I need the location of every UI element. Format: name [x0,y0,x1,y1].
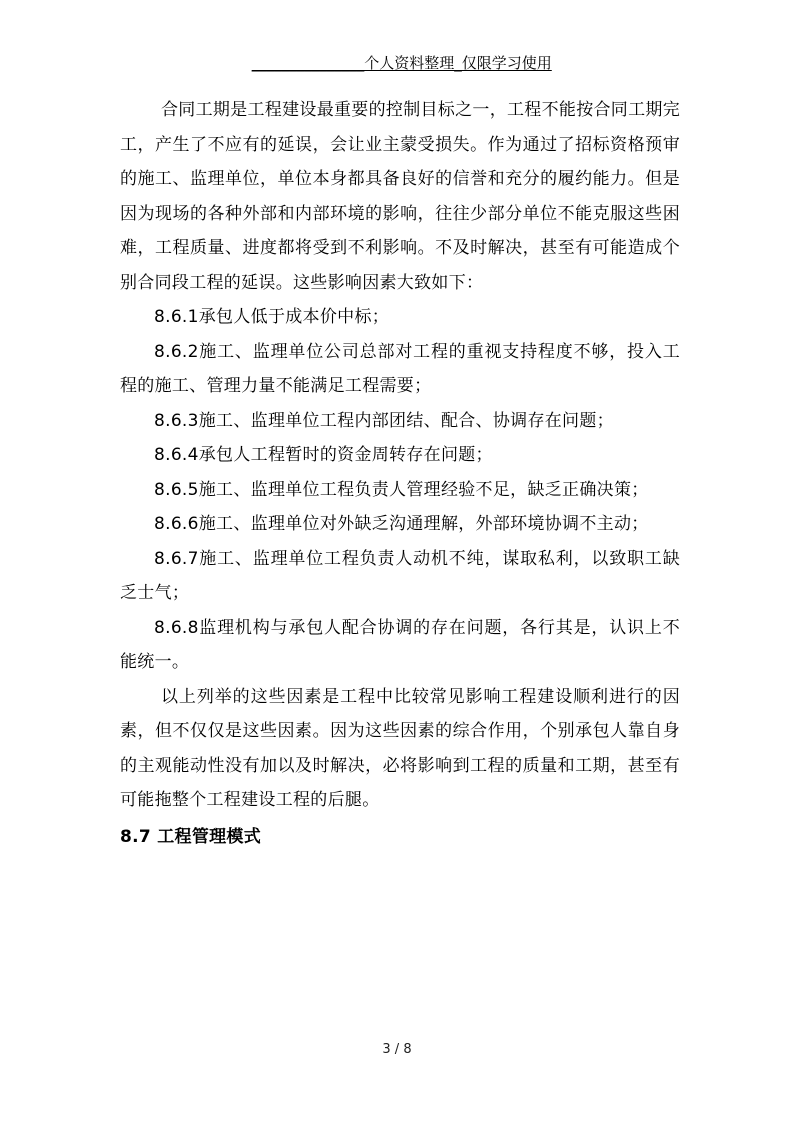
list-item-8-6-4: 8.6.4承包人工程暂时的资金周转存在问题； [154,445,493,465]
header-text: _______________个人资料整理_仅限学习使用 [251,54,552,72]
section-heading: 8.7 工程管理模式 [120,826,262,847]
intro-paragraph: 合同工期是工程建设最重要的控制目标之一，工程不能按合同工期完工，产生了不应有的延误，会让业主蒙受损失。作为通过了招标资格预审的施工、监理单位，单位本身都具备良好的信誉和充分的履约能力。但是因为现场的各种外部和内部环境的影响，往往少部分单位不能克服这些困难，工程质量、进度都将受到不利影响。不及时解决，甚至有可能造成个别合同段工程的延误。这些影响因素大致如下： [120,100,680,293]
document-body [120,93,680,854]
list-item-8-6-5: 8.6.5施工、监理单位工程负责人管理经验不足，缺乏正确决策； [154,479,649,500]
page-header [0,36,794,72]
list-item-8-6-8: 8.6.8监理机构与承包人配合协调的存在问题，各行其是，认识上不能统一。 [120,617,680,672]
list-item-8-6-3: 8.6.3施工、监理单位工程内部团结、配合、协调存在问题； [154,410,614,431]
list-item-8-6-7: 8.6.7施工、监理单位工程负责人动机不纯，谋取私利，以致职工缺乏士气； [120,548,680,603]
page-number: 3 / 8 [382,1042,412,1057]
list-item-8-6-6: 8.6.6施工、监理单位对外缺乏沟通理解，外部环境协调不主动； [154,514,649,534]
conclusion-paragraph: 以上列举的这些因素是工程中比较常见影响工程建设顺利进行的因素，但不仅仅是这些因素。因为这些因素的综合作用，个别承包人靠自身的主观能动性没有加以及时解决，必将影响到工程的质量和工期，甚至有可能拖整个工程建设工程的后腿。 [120,686,680,810]
list-item-8-6-1: 8.6.1承包人低于成本价中标； [154,307,390,327]
list-item-8-6-2: 8.6.2施工、监理单位公司总部对工程的重视支持程度不够，投入工程的施工、管理力量不能满足工程需要； [120,341,680,396]
